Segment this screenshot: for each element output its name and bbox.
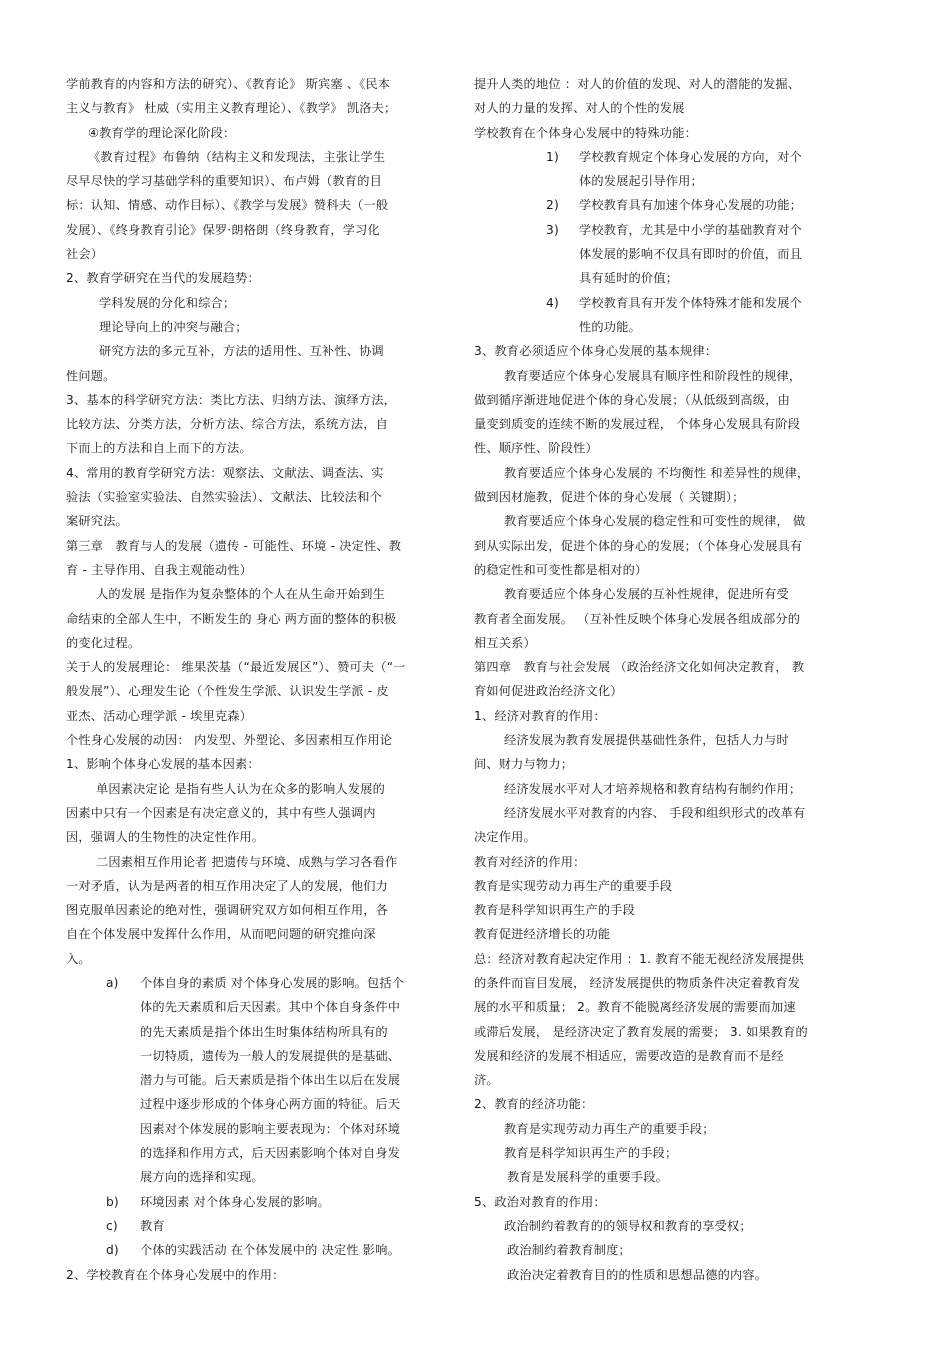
right-text-line: 对人的力量的发挥、对人的个性的发展 bbox=[474, 101, 685, 116]
right-text-line: 性的功能。 bbox=[579, 319, 641, 334]
left-text-line: 单因素决定论 是指有些人认为在众多的影响人发展的 bbox=[96, 781, 385, 796]
right-text-line: 相互关系） bbox=[474, 635, 536, 650]
right-text-line: 政治制约着教育制度； bbox=[507, 1243, 631, 1258]
left-text-line: 3、基本的科学研究方法：类比方法、归纳方法、演绎方法， bbox=[66, 392, 397, 407]
left-text-line: 比较方法、分类方法，分析方法、综合方法，系统方法，自 bbox=[66, 417, 389, 432]
left-text-line: 一切特质，遗传为一般人的发展提供的是基础、 bbox=[140, 1048, 401, 1063]
right-text-line: 做到循序渐进地促进个体的身心发展；（从低级到高级，由 bbox=[474, 392, 790, 407]
left-text-line: 研究方法的多元互补，方法的适用性、互补性、协调 bbox=[99, 344, 384, 359]
right-text-line: 教育是实现劳动力再生产的重要手段； bbox=[504, 1121, 715, 1136]
right-text-line: 经济发展为教育发展提供基础性条件，包括人力与时 bbox=[504, 733, 789, 748]
left-text-line: 4、常用的教育学研究方法：观察法、文献法、调查法、实 bbox=[66, 465, 384, 480]
left-list-item bbox=[66, 1190, 446, 1214]
right-text-line: 经济发展水平对人才培养规格和教育结构有制约作用； bbox=[504, 781, 802, 796]
left-text-line: 育 - 主导作用、自我主观能动性） bbox=[66, 562, 253, 577]
left-text-line: 潜力与可能。后天素质是指个体出生以后在发展 bbox=[140, 1073, 401, 1088]
right-text-line: 5、政治对教育的作用： bbox=[474, 1194, 606, 1209]
left-text-line: 因素对个体发展的影响主要表现为：个体对环境 bbox=[140, 1121, 401, 1136]
left-text-line: 的选择和作用方式，后天因素影响个体对自身发 bbox=[140, 1146, 401, 1161]
right-text-line: 体的发展起引导作用； bbox=[579, 174, 703, 189]
left-text-line: 关于人的发展理论： 维果茨基（“最近发展区”）、赞可夫（“一 bbox=[66, 660, 406, 675]
left-text-line: 理论导向上的冲突与融合； bbox=[99, 319, 248, 334]
left-text-line: 图克服单因素论的绝对性，强调研究双方如何相互作用，各 bbox=[66, 903, 389, 918]
right-list-item bbox=[474, 291, 849, 315]
right-text-line: 济。 bbox=[474, 1073, 499, 1088]
right-text-line: 3、教育必须适应个体身心发展的基本规律： bbox=[474, 344, 718, 359]
left-text-line: 个性身心发展的动因： 内发型、外塑论、多因素相互作用论 bbox=[66, 733, 393, 748]
left-text-line: 过程中逐步形成的个体身心两方面的特征。后天 bbox=[140, 1097, 401, 1112]
list-marker: 3) bbox=[546, 222, 559, 237]
list-marker: c) bbox=[106, 1218, 118, 1233]
left-text-line: 尽早尽快的学习基础学科的重要知识）、布卢姆（教育的目 bbox=[66, 174, 382, 189]
right-text-line: 教育是科学知识再生产的手段； bbox=[504, 1146, 678, 1161]
list-item-text: 环境因素 对个体身心发展的影响。 bbox=[140, 1194, 330, 1209]
list-item-text: 学校教育具有加速个体身心发展的功能； bbox=[579, 198, 802, 213]
left-text-line: 学科发展的分化和综合； bbox=[99, 295, 236, 310]
list-marker: d) bbox=[106, 1243, 119, 1258]
list-marker: 1) bbox=[546, 149, 559, 164]
list-marker: a) bbox=[106, 975, 119, 990]
left-text-line: 验法（实验室实验法、自然实验法）、文献法、比较法和个 bbox=[66, 490, 382, 505]
left-text-line: 2、教育学研究在当代的发展趋势： bbox=[66, 271, 260, 286]
left-text-line: 标：认知、情感、动作目标）、《教学与发展》赞科夫（一般 bbox=[66, 198, 389, 213]
left-text-line: 社会） bbox=[66, 247, 104, 262]
right-text-line: 2、教育的经济功能： bbox=[474, 1097, 594, 1112]
list-item-text: 个体的实践活动 在个体发展中的 决定性 影响。 bbox=[140, 1243, 400, 1258]
left-text-line: 2、学校教育在个体身心发展中的作用： bbox=[66, 1267, 285, 1282]
right-text-line: 决定作用。 bbox=[474, 830, 536, 845]
left-text-line: 自在个体发展中发挥什么作用，从而吧问题的研究推向深 bbox=[66, 927, 376, 942]
left-text-line: 《教育过程》布鲁纳（结构主义和发现法，主张让学生 bbox=[88, 149, 386, 164]
right-text-line: 教育促进经济增长的功能 bbox=[474, 927, 611, 942]
left-text-line: 学前教育的内容和方法的研究）、《教育论》 斯宾塞 、《民本 bbox=[66, 77, 391, 91]
list-item-text: 学校教育，尤其是中小学的基础教育对个 bbox=[579, 222, 802, 237]
right-text-line: 总：经济对教育起决定作用 ：1. 教育不能无视经济发展提供 bbox=[474, 951, 804, 966]
right-text-line: 教育对经济的作用： bbox=[474, 854, 586, 869]
right-text-line: 性、顺序性、阶段性） bbox=[474, 441, 598, 456]
left-text-line: 因素中只有一个因素是有决定意义的，其中有些人强调内 bbox=[66, 805, 376, 820]
left-text-line: 发展）、《终身教育引论》保罗·朗格朗（终身教育，学习化 bbox=[66, 222, 380, 237]
left-text-line: 的变化过程。 bbox=[66, 635, 141, 650]
right-text-line: 教育要适应个体身心发展的稳定性和可变性的规律， 做 bbox=[504, 514, 806, 529]
list-marker: b) bbox=[106, 1194, 119, 1209]
right-text-line: 间、财力与物力； bbox=[474, 757, 574, 772]
right-text-line: 做到因材施教，促进个体的身心发展（ 关键期）； bbox=[474, 490, 745, 505]
left-text-line: 1、影响个体身心发展的基本因素： bbox=[66, 757, 260, 772]
right-text-line: 的条件而盲目发展， 经济发展提供的物质条件决定着教育发 bbox=[474, 975, 801, 990]
right-text-line: 提升人类的地位 ：对人的价值的发现、对人的潜能的发掘、 bbox=[474, 77, 801, 91]
right-text-line: 政治决定着教育目的的性质和思想品德的内容。 bbox=[507, 1267, 768, 1282]
right-text-line: 经济发展水平对教育的内容、 手段和组织形式的改革有 bbox=[504, 805, 806, 820]
right-text-line: 教育要适应个体身心发展具有顺序性和阶段性的规律， bbox=[504, 368, 802, 383]
right-list-item bbox=[474, 193, 849, 217]
right-text-line: 学校教育在个体身心发展中的特殊功能： bbox=[474, 125, 697, 140]
left-text-line: 主义与教育》 杜威（实用主义教育理论）、《教学》 凯洛夫； bbox=[66, 101, 397, 116]
left-list-item bbox=[66, 1214, 446, 1238]
left-text-line: ④教育学的理论深化阶段： bbox=[88, 125, 236, 140]
left-text-line: 第三章 教育与人的发展（遗传 - 可能性、环境 - 决定性、教 bbox=[66, 538, 402, 553]
left-list-item bbox=[66, 1238, 446, 1262]
right-text-line: 教育要适应个体身心发展的互补性规律，促进所有受 bbox=[504, 587, 789, 602]
right-text-line: 教育是科学知识再生产的手段 bbox=[474, 903, 636, 918]
left-text-line: 的先天素质是指个体出生时集体结构所具有的 bbox=[140, 1024, 388, 1039]
list-marker: 2) bbox=[546, 198, 559, 213]
list-marker: 4) bbox=[546, 295, 559, 310]
left-text-line: 性问题。 bbox=[66, 368, 116, 383]
left-text-line: 命结束的全部人生中，不断发生的 身心 两方面的整体的积极 bbox=[66, 611, 397, 626]
left-text-line: 人的发展 是指作为复杂整体的个人在从生命开始到生 bbox=[96, 587, 385, 602]
right-text-line: 的稳定性和可变性都是相对的） bbox=[474, 562, 648, 577]
right-text-line: 育如何促进政治经济文化） bbox=[474, 684, 623, 699]
right-text-line: 体发展的影响不仅具有即时的价值，而且 bbox=[579, 247, 802, 262]
right-text-line: 教育是发展科学的重要手段。 bbox=[507, 1170, 669, 1185]
right-text-line: 政治制约着教育的的领导权和教育的享受权； bbox=[504, 1218, 752, 1233]
left-text-line: 般发展”）、心理发生论（个性发生学派、认识发生学派 - 皮 bbox=[66, 684, 389, 699]
right-text-line: 或滞后发展， 是经济决定了教育发展的需要； 3. 如果教育的 bbox=[474, 1024, 808, 1039]
list-item-text: 教育 bbox=[140, 1218, 165, 1233]
right-text-line: 到从实际出发，促进个体的身心的发展；（个体身心发展具有 bbox=[474, 538, 803, 553]
right-text-line: 1、经济对教育的作用： bbox=[474, 708, 606, 723]
left-text-line: 入。 bbox=[66, 951, 91, 966]
left-text-line: 展方向的选择和实现。 bbox=[140, 1170, 264, 1185]
right-column bbox=[474, 72, 849, 1287]
left-column bbox=[66, 72, 446, 1287]
left-text-line: 因，强调人的生物性的决定性作用。 bbox=[66, 830, 265, 845]
left-text-line: 二因素相互作用论者 把遗传与环境、成熟与学习各看作 bbox=[96, 854, 398, 869]
left-list-item bbox=[66, 971, 446, 995]
list-item-text: 个体自身的素质 对个体身心发展的影响。包括个 bbox=[140, 975, 405, 990]
right-text-line: 教育要适应个体身心发展的 不均衡性 和差异性的规律， bbox=[504, 465, 810, 480]
right-list-item bbox=[474, 145, 849, 169]
right-text-line: 教育者全面发展。 （互补性反映个体身心发展各组成部分的 bbox=[474, 611, 801, 626]
right-text-line: 发展和经济的发展不相适应，需要改造的是教育而不是经 bbox=[474, 1048, 784, 1063]
right-text-line: 第四章 教育与社会发展 （政治经济文化如何决定教育， 教 bbox=[474, 660, 805, 675]
left-text-line: 体的先天素质和后天因素。其中个体自身条件中 bbox=[140, 1000, 401, 1015]
left-text-line: 下而上的方法和自上而下的方法。 bbox=[66, 441, 252, 456]
left-text-line: 一对矛盾，认为是两者的相互作用决定了人的发展，他们力 bbox=[66, 878, 389, 893]
right-text-line: 展的水平和质量； 2。教育不能脱离经济发展的需要而加速 bbox=[474, 1000, 796, 1015]
right-text-line: 具有延时的价值； bbox=[579, 271, 679, 286]
left-text-line: 亚杰、活动心理学派 - 埃里克森） bbox=[66, 708, 253, 723]
list-item-text: 学校教育具有开发个体特殊才能和发展个 bbox=[579, 295, 802, 310]
list-item-text: 学校教育规定个体身心发展的方向，对个 bbox=[579, 149, 802, 164]
right-text-line: 教育是实现劳动力再生产的重要手段 bbox=[474, 878, 673, 893]
right-text-line: 量变到质变的连续不断的发展过程， 个体身心发展具有阶段 bbox=[474, 417, 801, 432]
left-text-line: 案研究法。 bbox=[66, 514, 128, 529]
right-list-item bbox=[474, 218, 849, 242]
